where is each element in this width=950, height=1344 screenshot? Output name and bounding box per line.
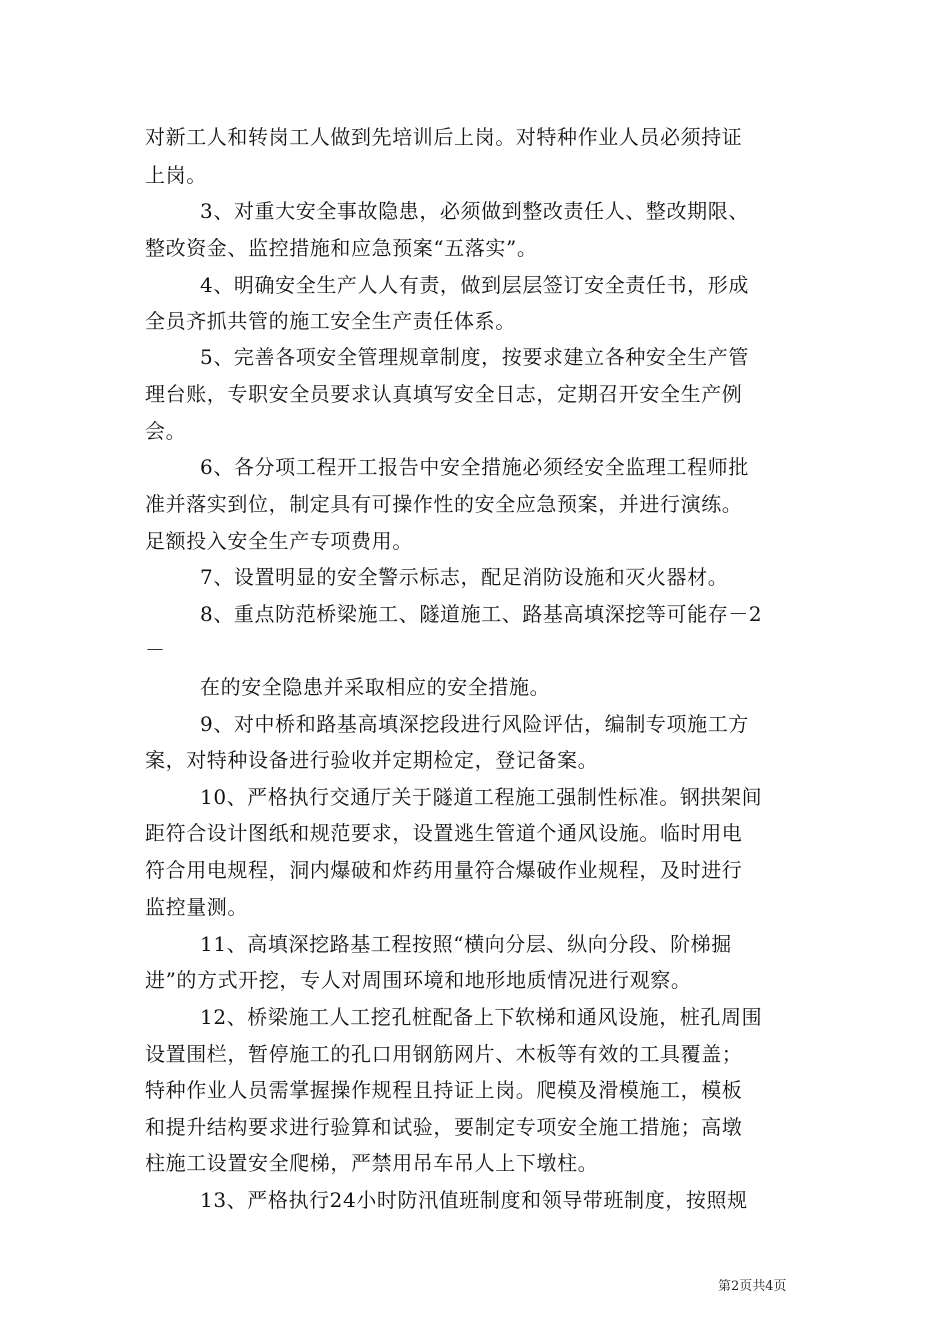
text-line: 符合用电规程，洞内爆破和炸药用量符合爆破作业规程，及时进行 [145,858,743,882]
text-line: 9、对中桥和路基高填深挖段进行风险评估，编制专项施工方 [200,712,749,736]
text-line: 11、高填深挖路基工程按照“横向分层、纵向分段、阶梯掘 [200,932,732,956]
text-line: 全员齐抓共管的施工安全生产责任体系。 [145,309,516,333]
text-line: 7、设置明显的安全警示标志，配足消防设施和灭火器材。 [200,565,729,589]
text-line: 准并落实到位，制定具有可操作性的安全应急预案，并进行演练。 [145,492,743,516]
text-line: 对新工人和转岗工人做到先培训后上岗。对特种作业人员必须持证 [145,125,743,149]
text-line: 3、对重大安全事故隐患，必须做到整改责任人、整改期限、 [200,199,749,223]
text-line: 进”的方式开挖，专人对周围环境和地形地质情况进行观察。 [145,968,692,992]
text-line: 距符合设计图纸和规范要求，设置逃生管道个通风设施。临时用电 [145,821,743,845]
text-line: 理台账，专职安全员要求认真填写安全日志，定期召开安全生产例 [145,382,743,406]
text-line: 会。 [145,419,187,443]
text-line: 4、明确安全生产人人有责，做到层层签订安全责任书，形成 [200,273,749,297]
text-line: 5、完善各项安全管理规章制度，按要求建立各种安全生产管 [200,345,749,369]
text-line: 6、各分项工程开工报告中安全措施必须经安全监理工程师批 [200,455,749,479]
text-line: － [145,638,166,662]
text-line: 案，对特种设备进行验收并定期检定，登记备案。 [145,748,599,772]
page-number: 第2页共4页 [718,1279,787,1294]
text-line: 12、桥梁施工人工挖孔桩配备上下软梯和通风设施，桩孔周围 [200,1005,763,1029]
text-line: 8、重点防范桥梁施工、隧道施工、路基高填深挖等可能存－2 [200,602,763,626]
text-line: 监控量测。 [145,895,248,919]
text-line: 特种作业人员需掌握操作规程且持证上岗。爬模及滑模施工，模板 [145,1078,743,1102]
text-line: 13、严格执行24小时防汛值班制度和领导带班制度，按照规 [200,1188,748,1212]
text-line: 整改资金、监控措施和应急预案“五落实”。 [145,236,538,260]
text-line: 设置围栏，暂停施工的孔口用钢筋网片、木板等有效的工具覆盖； [145,1042,743,1066]
text-line: 和提升结构要求进行验算和试验，要制定专项安全施工措施；高墩 [145,1115,743,1139]
text-line: 10、严格执行交通厅关于隧道工程施工强制性标准。钢拱架间 [200,785,763,809]
text-line: 足额投入安全生产专项费用。 [145,529,413,553]
text-line: 在的安全隐患并采取相应的安全措施。 [200,675,551,699]
text-line: 上岗。 [145,163,207,187]
text-line: 柱施工设置安全爬梯，严禁用吊车吊人上下墩柱。 [145,1151,599,1175]
